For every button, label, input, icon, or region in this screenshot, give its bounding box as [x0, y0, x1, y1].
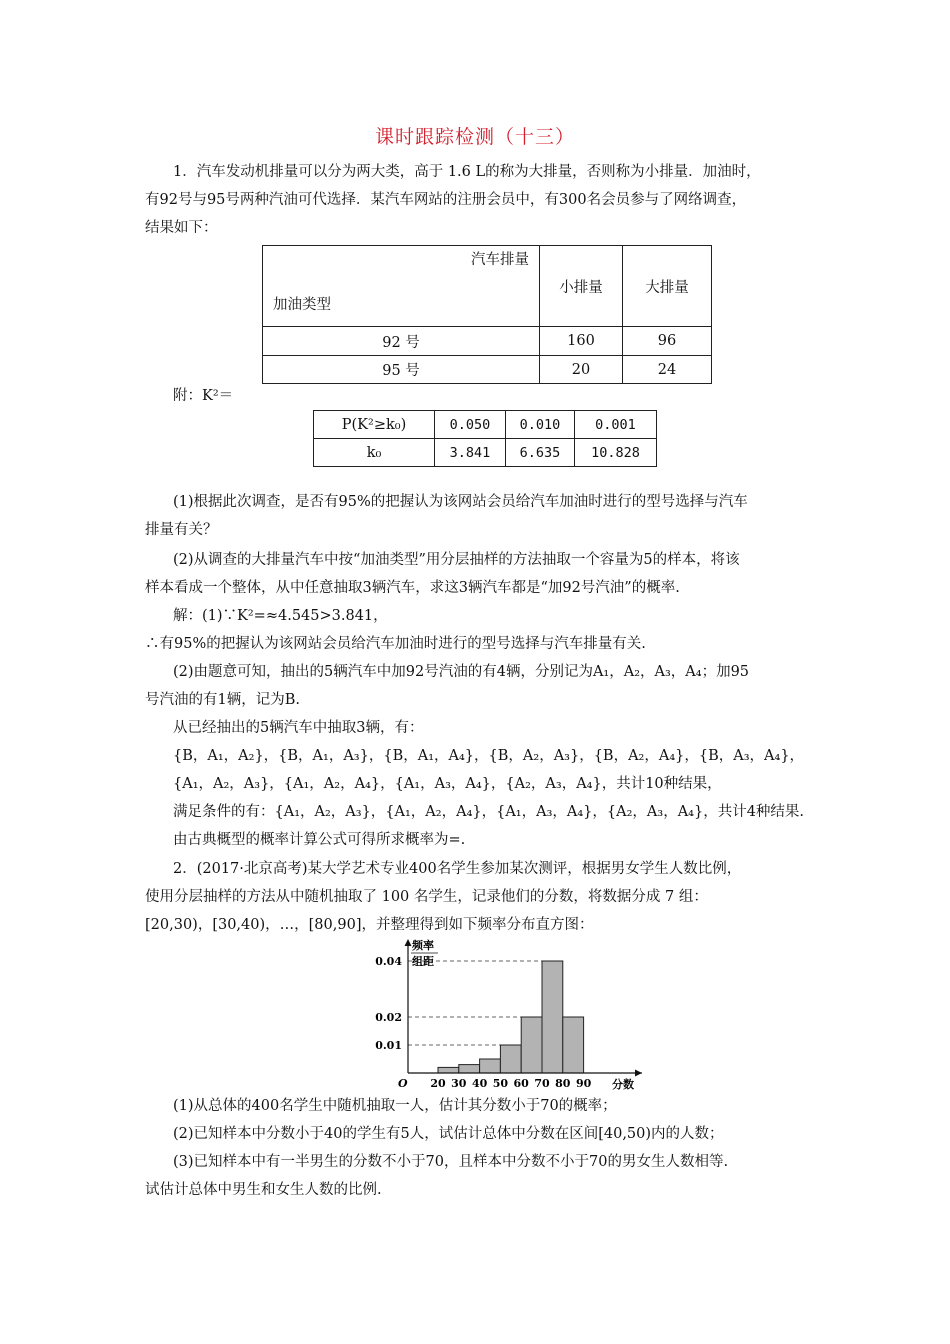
x-tick-label: 30 [451, 1077, 467, 1090]
k-value: 10.828 [575, 439, 657, 467]
row-label: 92 号 [263, 327, 540, 356]
q1-sol1: 解：(1)∵K²=≈4.545>3.841， [173, 608, 388, 624]
q1-sol6: {A₁，A₂，A₃}，{A₁，A₂，A₄}，{A₁，A₃，A₄}，{A₂，A₃，A₄}，共计10种结果， [173, 776, 722, 792]
histogram-bar [459, 1065, 480, 1073]
q2-sub3b: 试估计总体中男生和女生人数的比例. [145, 1182, 382, 1198]
q1-sol3a: (2)由题意可知，抽出的5辆汽车中加92号汽油的有4辆，分别记为A₁，A₂，A₃，A₄；加95 [173, 664, 750, 680]
p-value: 0.010 [506, 411, 575, 439]
q1-sub1b: 排量有关？ [145, 522, 218, 538]
col-small-header: 小排量 [540, 246, 623, 327]
table-row [314, 439, 657, 467]
table-row [263, 327, 712, 356]
q2-sub1: (1)从总体的400名学生中随机抽取一人，估计其分数小于70的概率； [173, 1098, 617, 1114]
x-tick-label: 80 [555, 1077, 571, 1090]
x-tick-label: 20 [430, 1077, 446, 1090]
q1-line1: 1．汽车发动机排量可以分为两大类，高于 1.6 L的称为大排量，否则称为小排量．加油时， [173, 164, 761, 180]
cell-large: 24 [623, 356, 712, 384]
q1-sub2a: (2)从调查的大排量汽车中按“加油类型”用分层抽样的方法抽取一个容量为5的样本，将该 [173, 552, 740, 568]
histogram-bar [521, 1017, 542, 1073]
histogram-bar [480, 1059, 501, 1073]
histogram-bar [438, 1067, 459, 1073]
cell-small: 20 [540, 356, 623, 384]
q1-line2: 有92号与95号两种汽油可代选择．某汽车网站的注册会员中，有300名会员参与了网络调查， [145, 192, 747, 208]
table-row [314, 411, 657, 439]
x-axis-arrow [635, 1070, 642, 1077]
x-tick-label: 40 [471, 1077, 488, 1090]
p-value: 0.001 [575, 411, 657, 439]
table-header-cell [263, 246, 540, 327]
q1-sol4: 从已经抽出的5辆汽车中抽取3辆，有： [173, 720, 424, 736]
cell-small: 160 [540, 327, 623, 356]
critical-value-table [313, 410, 657, 467]
q2-sub3a: (3)已知样本中有一半男生的分数不小于70，且样本中分数不小于70的男女生人数相等. [173, 1154, 729, 1170]
k-value: 6.635 [506, 439, 575, 467]
x-tick-label: 70 [534, 1077, 550, 1090]
q1-sol5: {B，A₁，A₂}，{B，A₁，A₃}，{B，A₁，A₄}，{B，A₂，A₃}，{B，A₂，A₄}，{B，A₃，A₄}， [173, 748, 805, 764]
col-large-header: 大排量 [623, 246, 712, 327]
q2-line3: [20,30)，[30,40)，…，[80,90]，并整理得到如下频率分布直方图： [145, 917, 594, 933]
header-top-label: 汽车排量 [471, 252, 529, 268]
page-title: 课时跟踪检测（十三） [374, 126, 575, 148]
p-value: 0.050 [435, 411, 506, 439]
frequency-histogram [360, 935, 650, 1095]
x-tick-label: 50 [492, 1077, 509, 1090]
row-label: 95 号 [263, 356, 540, 384]
q1-sub1a: (1)根据此次调查，是否有95%的把握认为该网站会员给汽车加油时进行的型号选择与汽车 [173, 494, 748, 510]
k-value: 3.841 [435, 439, 506, 467]
p-label: P(K²≥k₀) [314, 411, 435, 439]
q2-sub2: (2)已知样本中分数小于40的学生有5人，试估计总体中分数在区间[40,50)内的人数； [173, 1126, 724, 1142]
q1-sol3b: 号汽油的有1辆，记为B. [145, 692, 300, 708]
histogram-bar [542, 961, 563, 1073]
q2-line1: 2．(2017·北京高考)某大学艺术专业400名学生参加某次测评，根据男女学生人数比例， [173, 861, 742, 877]
k-label: k₀ [314, 439, 435, 467]
header-bottom-label: 加油类型 [273, 297, 331, 313]
table-row [263, 356, 712, 384]
q1-sol7: 满足条件的有：{A₁，A₂，A₃}，{A₁，A₂，A₄}，{A₁，A₃，A₄}，{A₂，A₃，A₄}，共计4种结果. [173, 804, 805, 820]
q1-sol8: 由古典概型的概率计算公式可得所求概率为=. [173, 832, 466, 848]
y-axis-label-bottom: 组距 [412, 955, 434, 968]
x-axis-label: 分数 [612, 1078, 634, 1091]
histogram-bar [563, 1017, 584, 1073]
contingency-table [262, 245, 712, 384]
y-tick-label: 0.02 [375, 1011, 402, 1024]
appendix-formula: 附：K²＝ [173, 388, 234, 404]
origin-label: O [398, 1077, 408, 1090]
cell-large: 96 [623, 327, 712, 356]
y-tick-label: 0.01 [375, 1039, 402, 1052]
x-tick-label: 60 [513, 1077, 529, 1090]
y-axis-label-top: 频率 [412, 939, 434, 952]
q1-sol2: ∴有95%的把握认为该网站会员给汽车加油时进行的型号选择与汽车排量有关. [145, 636, 646, 652]
y-axis-arrow [405, 939, 412, 946]
q1-line3: 结果如下： [145, 220, 218, 236]
y-tick-label: 0.04 [375, 955, 402, 968]
q1-sub2b: 样本看成一个整体，从中任意抽取3辆汽车，求这3辆汽车都是“加92号汽油”的概率. [145, 580, 680, 596]
q2-line2: 使用分层抽样的方法从中随机抽取了 100 名学生，记录他们的分数，将数据分成 7 组： [145, 889, 708, 905]
histogram-bar [500, 1045, 521, 1073]
x-tick-label: 90 [575, 1077, 592, 1090]
